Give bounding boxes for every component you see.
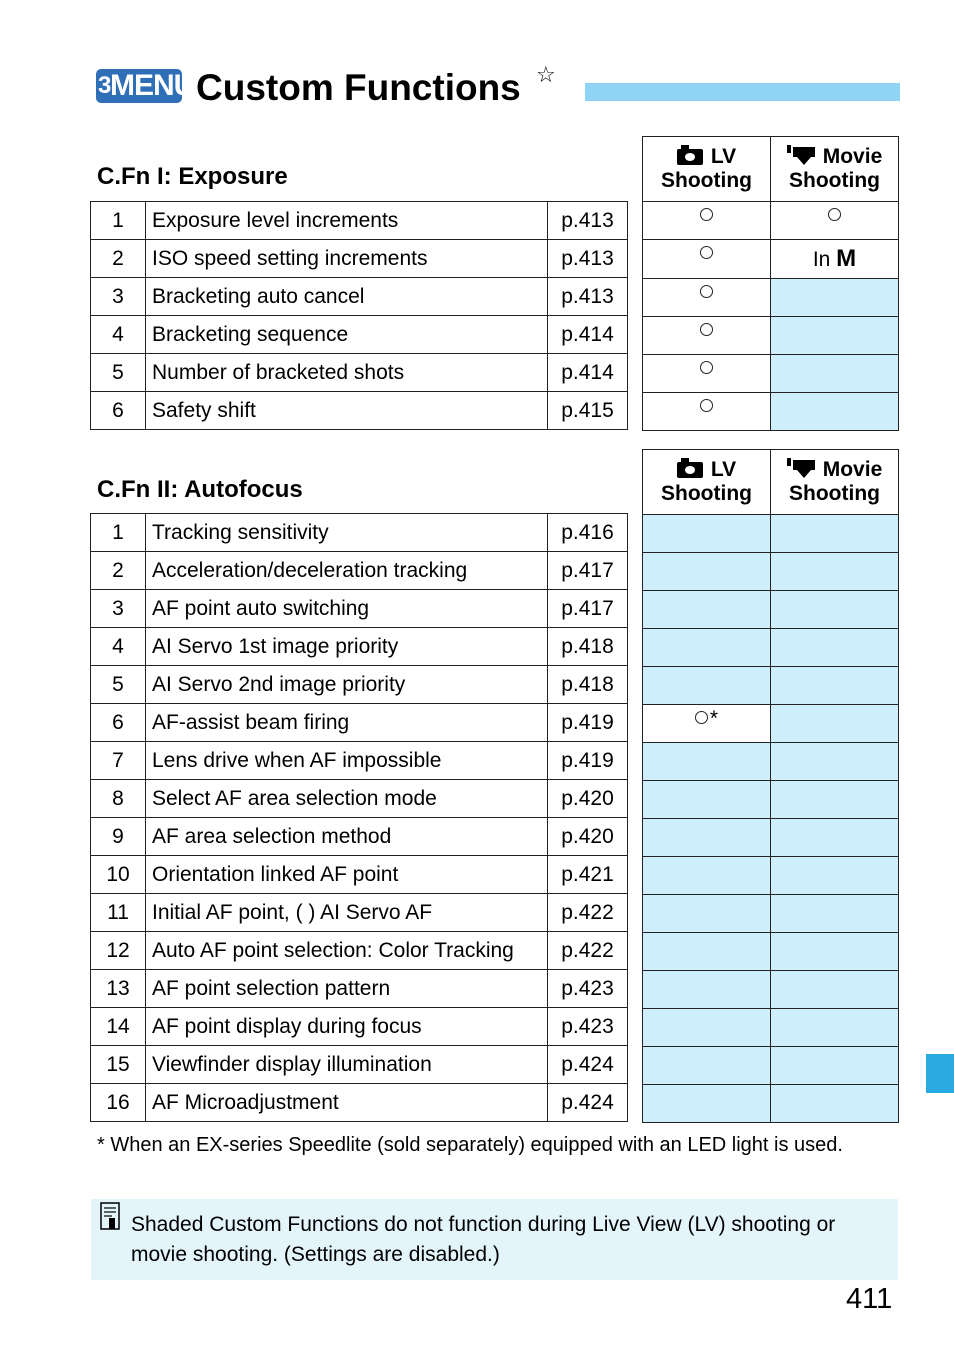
function-name: Initial AF point, ( ) AI Servo AF [146,894,548,932]
page-reference: p.418 [548,666,628,704]
movie-availability [771,202,899,240]
available-circle-icon [700,246,713,259]
side-tab [926,1054,954,1093]
availability-header-row [643,137,899,202]
function-name: Number of bracketed shots [146,354,548,392]
page-reference: p.421 [548,856,628,894]
page-reference: p.419 [548,742,628,780]
movie-availability [771,971,899,1009]
availability-row [643,515,899,553]
lv-availability [643,279,771,317]
function-name: AF point auto switching [146,590,548,628]
function-name: ISO speed setting increments [146,240,548,278]
movie-header-line2: Shooting [789,169,880,192]
availability-row [643,629,899,667]
function-number: 8 [91,780,146,818]
note-box [91,1199,898,1280]
movie-availability [771,591,899,629]
asterisk-mark: * [709,707,719,730]
lv-availability [643,1047,771,1085]
availability-row [643,819,899,857]
function-name: AF area selection method [146,818,548,856]
exposure-availability-table [642,136,899,431]
function-number: 16 [91,1084,146,1122]
page-reference: p.423 [548,1008,628,1046]
available-circle-icon [828,208,841,221]
movie-availability [771,1009,899,1047]
availability-header-row [643,450,899,515]
lv-shooting-header [643,137,771,202]
lv-header-line1: LV [710,458,737,481]
table-row [91,704,628,742]
page-reference: p.414 [548,316,628,354]
table-row [91,392,628,430]
movie-availability [771,705,899,743]
movie-shooting-header [771,450,899,515]
function-number: 4 [91,316,146,354]
camera-icon [677,458,703,478]
camera-icon [677,145,703,165]
function-name: Exposure level increments [146,202,548,240]
movie-camera-icon [787,458,815,478]
movie-availability [771,317,899,355]
function-name: Auto AF point selection: Color Tracking [146,932,548,970]
function-name: Bracketing auto cancel [146,278,548,316]
function-number: 5 [91,354,146,392]
autofocus-functions-table [90,513,628,1122]
lv-shooting-header [643,450,771,515]
in-label: In [812,248,831,271]
movie-availability [771,1047,899,1085]
lv-availability [643,667,771,705]
lv-availability [643,895,771,933]
page-reference: p.417 [548,590,628,628]
function-number: 11 [91,894,146,932]
table-row [91,202,628,240]
function-number: 12 [91,932,146,970]
table-row [91,666,628,704]
availability-row [643,393,899,431]
manual-mode-icon: M [836,245,857,272]
page-reference: p.413 [548,202,628,240]
movie-header-line1: Movie [822,458,883,481]
menu-tab-number: 3 [98,72,111,99]
function-number: 6 [91,392,146,430]
function-number: 1 [91,514,146,552]
function-name: Orientation linked AF point [146,856,548,894]
function-name: AF point selection pattern [146,970,548,1008]
availability-row [643,1085,899,1123]
function-name: Lens drive when AF impossible [146,742,548,780]
function-number: 7 [91,742,146,780]
table-row [91,1008,628,1046]
availability-row [643,971,899,1009]
lv-availability [643,355,771,393]
availability-row [643,857,899,895]
page-reference: p.424 [548,1046,628,1084]
table-row [91,240,628,278]
lv-availability [643,591,771,629]
available-circle-icon [700,208,713,221]
movie-availability [771,781,899,819]
movie-availability [771,857,899,895]
table-row [91,590,628,628]
lv-availability [643,971,771,1009]
function-name: Tracking sensitivity [146,514,548,552]
movie-camera-icon [787,145,815,165]
function-number: 14 [91,1008,146,1046]
lv-availability [643,202,771,240]
lv-availability [643,393,771,431]
page-reference: p.424 [548,1084,628,1122]
lv-availability [643,515,771,553]
lv-availability [643,317,771,355]
menu-badge-label: MENU [110,69,195,102]
movie-availability [771,819,899,857]
function-number: 9 [91,818,146,856]
title-bar [585,83,900,101]
page-reference: p.413 [548,240,628,278]
lv-availability [643,781,771,819]
star-icon: ☆ [536,62,556,87]
page-reference: p.420 [548,818,628,856]
movie-header-line1: Movie [822,145,883,168]
lv-availability [643,705,771,743]
function-name: Safety shift [146,392,548,430]
table-row [91,514,628,552]
function-number: 1 [91,202,146,240]
function-number: 3 [91,278,146,316]
table-row [91,1084,628,1122]
function-number: 3 [91,590,146,628]
function-number: 4 [91,628,146,666]
function-name: Viewfinder display illumination [146,1046,548,1084]
section-title-exposure: C.Fn I: Exposure [97,163,288,190]
availability-row [643,240,899,279]
availability-row [643,202,899,240]
availability-row [643,1047,899,1085]
function-name: AI Servo 2nd image priority [146,666,548,704]
function-name: Acceleration/deceleration tracking [146,552,548,590]
lv-header-line1: LV [710,145,737,168]
function-number: 13 [91,970,146,1008]
lv-availability [643,819,771,857]
footnote: * When an EX-series Speedlite (sold separately) equipped with an LED light is used. [97,1134,843,1156]
page-header [96,60,900,116]
lv-header-line2: Shooting [661,482,752,505]
lv-availability [643,240,771,279]
movie-availability [771,553,899,591]
movie-availability [771,515,899,553]
table-row [91,354,628,392]
available-circle-icon [700,361,713,374]
movie-availability [771,393,899,431]
movie-availability [771,1085,899,1123]
function-number: 5 [91,666,146,704]
table-row [91,780,628,818]
lv-header-line2: Shooting [661,169,752,192]
function-name: AF-assist beam firing [146,704,548,742]
movie-availability [771,279,899,317]
availability-row [643,667,899,705]
availability-row [643,355,899,393]
availability-row [643,895,899,933]
function-number: 10 [91,856,146,894]
exposure-functions-table [90,201,628,430]
availability-row [643,279,899,317]
page-reference: p.416 [548,514,628,552]
page-reference: p.417 [548,552,628,590]
page-reference: p.418 [548,628,628,666]
movie-availability [771,743,899,781]
lv-availability [643,629,771,667]
page-title: Custom Functions [196,67,521,108]
page-reference: p.415 [548,392,628,430]
function-name: AI Servo 1st image priority [146,628,548,666]
table-row [91,316,628,354]
page-reference: p.413 [548,278,628,316]
note-text: Shaded Custom Functions do not function during Live View (LV) shooting or movie shooting. (Settings are disabled.) [131,1213,836,1266]
function-number: 6 [91,704,146,742]
menu-icon [96,69,195,103]
availability-row [643,317,899,355]
table-row [91,894,628,932]
lv-availability [643,1009,771,1047]
table-row [91,552,628,590]
function-name: Select AF area selection mode [146,780,548,818]
lv-availability [643,743,771,781]
function-number: 2 [91,552,146,590]
page-reference: p.414 [548,354,628,392]
page-number: 411 [846,1283,893,1315]
function-number: 2 [91,240,146,278]
table-row [91,742,628,780]
lv-availability [643,857,771,895]
autofocus-availability-table [642,449,899,1123]
function-name: AF point display during focus [146,1008,548,1046]
table-row [91,932,628,970]
table-row [91,970,628,1008]
movie-availability [771,667,899,705]
lv-availability [643,553,771,591]
movie-shooting-header [771,137,899,202]
available-circle-icon [695,711,708,724]
table-row [91,1046,628,1084]
table-row [91,628,628,666]
lv-availability [643,1085,771,1123]
movie-availability [771,240,899,279]
movie-availability [771,629,899,667]
movie-availability [771,355,899,393]
availability-row [643,705,899,743]
page-reference: p.420 [548,780,628,818]
availability-row [643,781,899,819]
function-number: 15 [91,1046,146,1084]
movie-availability [771,895,899,933]
movie-header-line2: Shooting [789,482,880,505]
page-reference: p.419 [548,704,628,742]
function-name: AF Microadjustment [146,1084,548,1122]
available-circle-icon [700,285,713,298]
table-row [91,856,628,894]
section-title-autofocus: C.Fn II: Autofocus [97,476,303,503]
availability-row [643,743,899,781]
page-reference: p.422 [548,894,628,932]
function-name: Bracketing sequence [146,316,548,354]
lv-availability [643,933,771,971]
available-circle-icon [700,323,713,336]
memo-icon [100,1202,120,1230]
availability-row [643,553,899,591]
available-circle-icon [700,399,713,412]
page-reference: p.422 [548,932,628,970]
page-reference: p.423 [548,970,628,1008]
availability-row [643,591,899,629]
table-row [91,818,628,856]
table-row [91,278,628,316]
movie-availability [771,933,899,971]
availability-row [643,1009,899,1047]
availability-row [643,933,899,971]
